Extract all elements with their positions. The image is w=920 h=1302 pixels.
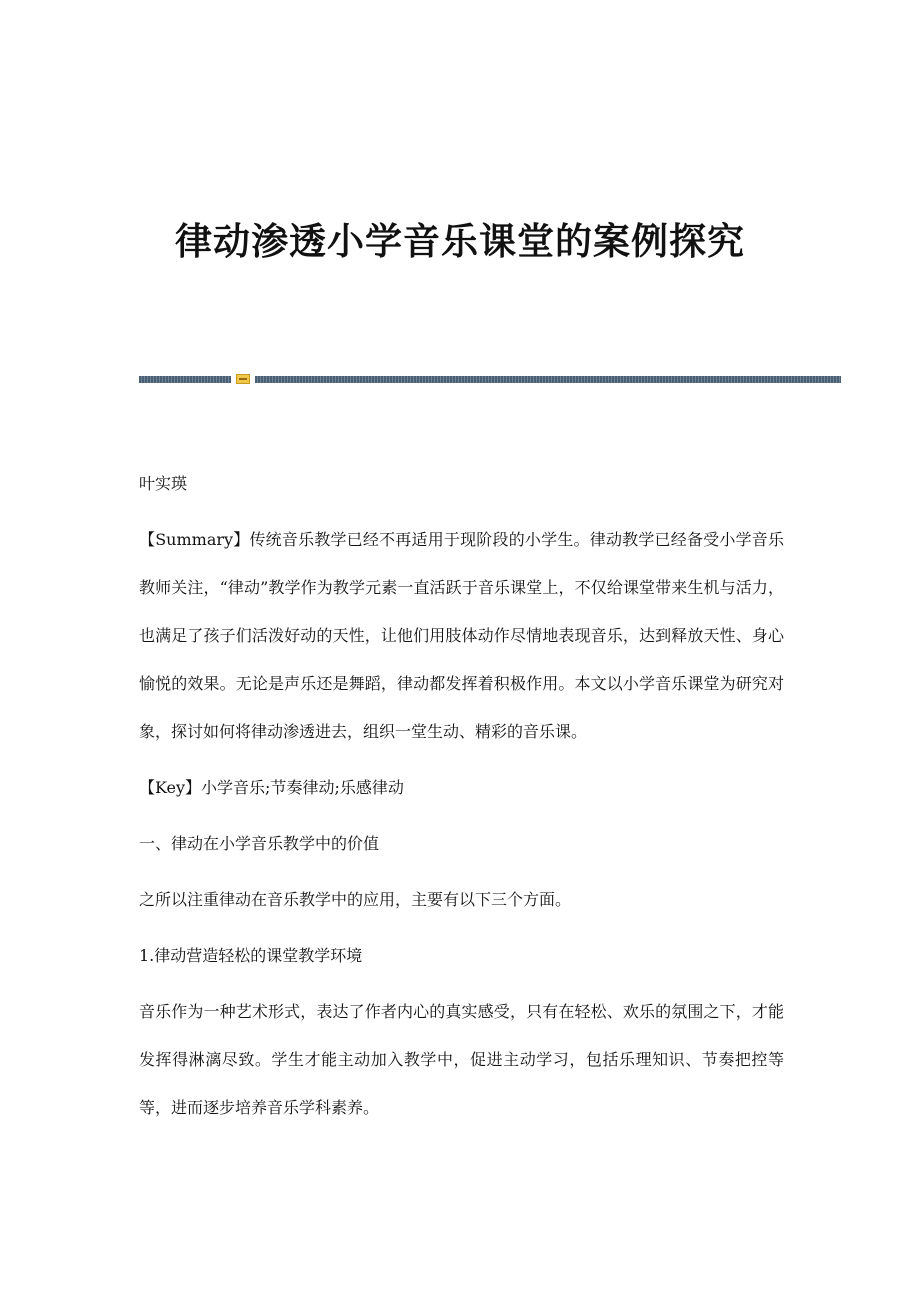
section-heading: 一、律动在小学音乐教学中的价值 xyxy=(139,834,380,853)
page-title: 律动渗透小学音乐课堂的案例探究 xyxy=(175,220,745,263)
author-name: 叶实瑛 xyxy=(139,474,188,493)
summary-paragraph xyxy=(139,516,784,756)
summary-label: 【Summary】 xyxy=(139,530,250,549)
subsection-paragraph: 音乐作为一种艺术形式，表达了作者内心的真实感受，只有在轻松、欢乐的氛围之下，才能发挥得淋漓尽致。学生才能主动加入教学中，促进主动学习，包括乐理知识、节奏把控等等，进而逐步培养音乐学科素养。 xyxy=(139,1002,784,1117)
title-divider xyxy=(139,374,841,384)
divider-bar-right xyxy=(255,376,841,383)
section-intro-paragraph: 之所以注重律动在音乐教学中的应用，主要有以下三个方面。 xyxy=(139,890,572,909)
divider-bar-left xyxy=(139,376,231,383)
keywords-text: 小学音乐;节奏律动;乐感律动 xyxy=(201,778,404,797)
keywords-label: 【Key】 xyxy=(139,778,202,797)
article-body xyxy=(139,468,784,1148)
divider-ornament-icon xyxy=(236,374,250,384)
summary-text: 传统音乐教学已经不再适用于现阶段的小学生。律动教学已经备受小学音乐教师关注，“律动”教学作为教学元素一直活跃于音乐课堂上，不仅给课堂带来生机与活力，也满足了孩子们活泼好动的天性，让他们用肢体动作尽情地表现音乐，达到释放天性、身心愉悦的效果。无论是声乐还是舞蹈，律动都发挥着积极作用。本文以小学音乐课堂为研究对象，探讨如何将律动渗透进去，组织一堂生动、精彩的音乐课。 xyxy=(139,530,784,741)
keywords-paragraph xyxy=(139,772,784,804)
subsection-heading: 1.律动营造轻松的课堂教学环境 xyxy=(139,946,363,965)
